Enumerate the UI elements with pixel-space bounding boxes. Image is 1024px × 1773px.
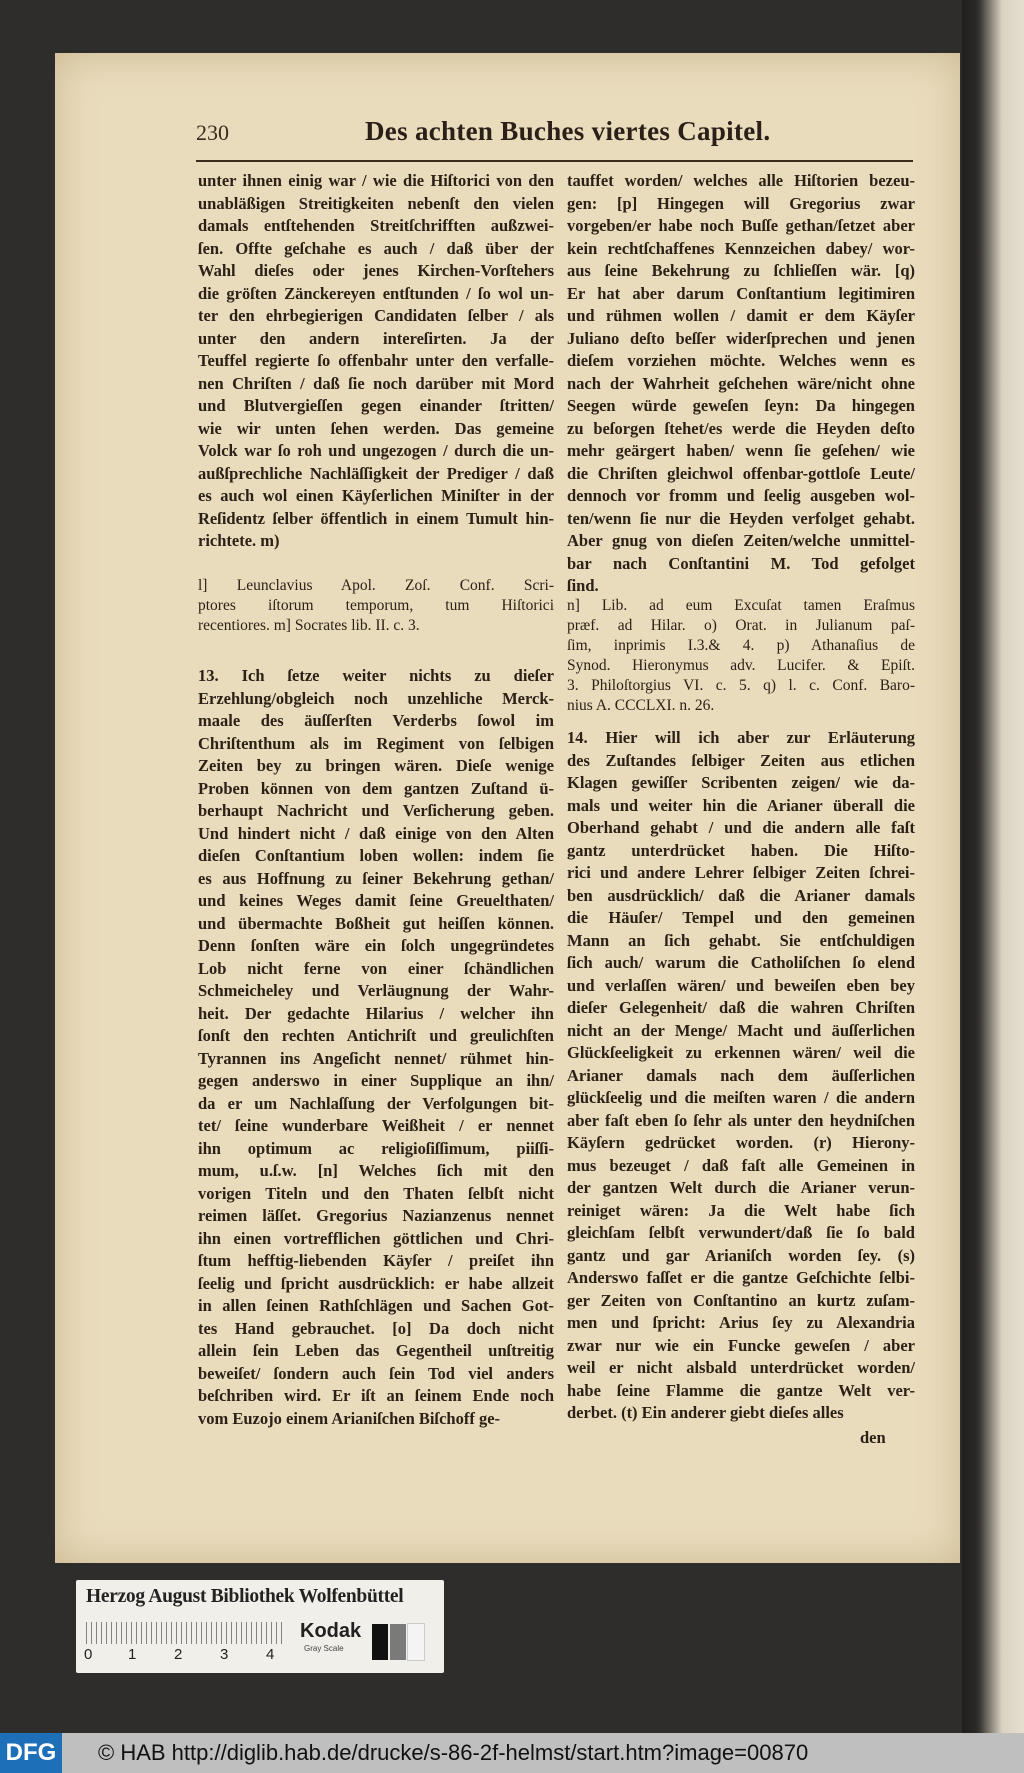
text-line: ben ausdrücklich/ daß die Arianer damals [567,885,915,905]
catchword: den [860,1428,886,1447]
text-line: aber faſt eben ſo ſehr als unter den heydniſchen [567,1110,915,1130]
gray-swatch-black [372,1624,388,1660]
text-line: Aber gnug von dieſen Zeiten/welche unmittel- [567,531,915,550]
text-line: richtete. m) [198,531,280,550]
text-line: gantz und gar Arianiſch worden ſey. (s) [567,1245,915,1265]
text-line: unter den andern intereſirten. Ja der [198,328,554,348]
text-line: nach der Wahrheit geſchehen wäre/nicht ohne [567,373,915,393]
text-line: da er um Nachlaſſung der Verfolgungen bit- [198,1093,554,1113]
gray-swatch-white [408,1624,424,1660]
copyright-link[interactable]: © HAB http://diglib.hab.de/drucke/s-86-2f-helmst/start.htm?image=00870 [98,1740,809,1765]
text-line: allein ſein Leben das Gegentheil unſtreitig [198,1341,554,1360]
text-line: damals entſtehenden Streitſchrifften außzwei- [198,216,554,235]
text-line: 14. Hier will ich aber zur Erläuterung [567,728,915,747]
text-line: gantz unterdrücket haben. Die Hiſto- [567,840,915,860]
text-line: nius A. CCCLXI. n. 26. [567,697,715,714]
text-line: dieſer Gelegenheit/ daß die wahren Chriſten [567,998,915,1017]
text-line: Oberhand gehabt / und die andern alle faſt [567,818,915,837]
right-column-text-2 [567,727,915,1425]
text-line: dieſem vorziehen möchte. Welches wenn es [567,351,915,370]
text-line: gleichſam ſelbſt verwundert/daß ſie ſo bald [567,1223,915,1242]
text-line: dieſen Conſtantium loben wollen: indem ſie [198,846,554,865]
text-line: reiniget wären: Ja die Welt habe ſich [567,1200,915,1220]
text-line: ger Zeiten von Conſtantino an kurtz zuſam- [567,1290,915,1310]
text-line: habe ſeine Flamme die gantze Welt ver- [567,1380,915,1400]
text-line: Erzehlung/obgleich noch unzehliche Merck- [198,688,554,708]
adjacent-page-edge [962,0,1024,1733]
header-rule [196,160,913,162]
text-line: Volck war ſo roh und ungezogen / durch die un- [198,441,554,460]
dfg-logo: DFG [0,1733,62,1773]
text-line: beſchriben wird. Er iſt an ſeinem Ende noch [198,1386,554,1405]
text-line: l] Leunclavius Apol. Zoſ. Conf. Scri- [198,577,554,594]
text-line: Tyrannen ins Angeſicht nennet/ rühmet hin- [198,1048,554,1068]
text-line: derbet. (t) Ein anderer giebt dieſes alles [567,1403,844,1422]
text-line: ihn einen vortrefflichen göttlichen und Chri- [198,1228,554,1248]
text-line: ihn optimum ac religioſiſſimum, piiſſi- [198,1138,554,1158]
text-line: vom Euzojo einem Arianiſchen Biſchoff ge- [198,1408,501,1428]
text-line: reimen läſſet. Gregorius Nazianzenus nennet [198,1206,554,1225]
text-line: mus bezeuget / daß faſt alle Gemeinen in [567,1155,915,1175]
text-line: und rühmen wollen / damit er dem Käyſer [567,306,915,325]
text-line: nen Chriſten / daß ſie noch darüber mit Mord [198,373,554,393]
text-line: heit. Der gedachte Hilarius / welcher ihn [198,1003,554,1023]
library-name: Herzog August Bibliothek Wolfenbüttel [86,1586,404,1607]
text-line: dennoch vor fromm und ſeelig ausgeben wol- [567,486,915,505]
ruler-number: 4 [266,1646,275,1663]
text-line: Juliano deſto beſſer widerſprechen und jenen [567,328,915,348]
text-line: ten/wenn ſie nur die Heyden verfolget gehabt. [567,508,915,528]
page-number: 230 [196,120,229,145]
text-line: mum, u.ſ.w. [n] Welches ſich mit den [198,1161,554,1180]
text-line: unabläßigen Streitigkeiten nebenſt den vielen [198,193,554,213]
text-line: Und hindert nicht / daß einige von den Alten [198,823,554,843]
text-line: præf. ad Hilar. o) Orat. in Julianum paſ- [567,617,915,634]
text-line: Schmeicheley und Verläugnung der Wahr- [198,981,554,1000]
text-line: maale des äuſſerſten Verderbs ſowol im [198,711,554,730]
text-line: glückſeelig und die meiſten waren / die andern [567,1088,915,1107]
left-column-text-1 [198,170,554,553]
text-line: gen: [p] Hingegen will Gregorius zwar [567,193,915,213]
gray-scale-label: Gray Scale [304,1644,344,1653]
ruler-number: 2 [174,1646,183,1663]
text-line: bar nach Conſtantini M. Tod gefolget [567,553,915,573]
text-line: ſind. [567,576,599,595]
text-line: vorgeben/er habe noch Buſſe gethan/ſetzet aber [567,216,915,235]
text-line: Glückſeeligkeit zu erkennen wären/ weil die [567,1043,915,1062]
ruler-number: 1 [128,1646,137,1663]
text-line: Wahl dieſes oder jenes Kirchen-Vorſtehers [198,261,554,280]
text-line: der gantzen Welt durch die Arianer verun- [567,1178,915,1197]
text-line: nicht an der Menge/ Macht und äuſſerlichen [567,1020,915,1040]
text-line: und keines Weges damit ſeine Greuelthaten/ [198,891,554,910]
text-line: Teuffel regierte ſo offenbahr unter den verfalle- [198,351,554,370]
text-line: berhaupt Nachricht und Verſicherung geben. [198,801,554,820]
text-line: die Chriſten gleichwol offenbar-gottloſe Leute/ [567,463,915,483]
text-line: Käyſern gedrücket worden. (r) Hierony- [567,1133,915,1152]
text-line: ſtum hefftig-liebenden Käyſer / preiſet ihn [198,1251,554,1270]
text-line: n] Lib. ad eum Excuſat tamen Eraſmus [567,597,915,614]
text-line: zwar nur wie ein Funcke geweſen / aber [567,1335,915,1355]
right-column-footnotes [567,596,915,716]
kodak-logo: Kodak [300,1620,362,1642]
ruler-ticks [86,1622,286,1644]
text-line: zu beſorgen ſtehet/es werde die Heyden deſto [567,418,915,438]
text-line: außſprechliche Nachläſſigkeit der Prediger / daß [198,463,554,483]
text-line: recentiores. m] Socrates lib. II. c. 3. [198,617,420,634]
text-line: die gröſten Zänckereyen entſtunden / ſo wol un- [198,283,554,303]
text-line: beweiſet/ ſondern auch ſein Tod viel anders [198,1363,554,1383]
left-column-footnotes [198,576,554,636]
text-line: in allen ſeinen Rathſchlägen und Sachen Got- [198,1296,554,1315]
text-line: mals und weiter hin die Arianer überall die [567,795,915,815]
text-line: Er hat aber darum Conſtantium legitimiren [567,283,915,303]
text-line: die Häuſer/ Tempel und den gemeinen [567,908,915,927]
text-line: ſim, inprimis I.3.& 4. p) Athanaſius de [567,637,915,654]
text-line: ptores iſtorum temporum, tum Hiſtorici [198,597,554,614]
text-line: Synod. Hieronymus adv. Lucifer. & Epiſt. [567,657,915,674]
text-line: tauffet worden/ welches alle Hiſtorien bezeu- [567,171,915,190]
text-line: Mann an ſich gehabt. Sie entſchuldigen [567,930,915,950]
text-line: tes Hand gebrauchet. [o] Da doch nicht [198,1318,554,1338]
ruler-number: 3 [220,1646,229,1663]
text-line: Zeiten bey zu bringen wären. Dieſe wenige [198,756,554,775]
text-line: vorigen Titeln und den Thaten ſelbſt nicht [198,1183,554,1203]
text-line: Chriſtenthum als im Regiment von ſelbigen [198,733,554,753]
text-line: es aus Hoffnung zu ſeiner Bekehrung gethan/ [198,868,554,888]
text-line: und Blutvergieſſen gegen einander ſtritten/ [198,396,554,415]
text-line: des Zuſtandes ſelbiger Zeiten aus etlichen [567,750,915,770]
text-line: und übermachte Boßheit gut heiſſen können. [198,913,554,933]
text-line: rici und andere Lehrer ſelbiger Zeiten ſchrei- [567,863,915,882]
text-line: ſich auch/ warum die Catholiſchen ſo elend [567,953,915,972]
text-line: 13. Ich ſetze weiter nichts zu dieſer [198,666,554,685]
text-line: unter ihnen einig war / wie die Hiſtorici von den [198,171,554,190]
text-line: weil er nicht alsbald unterdrücket worden/ [567,1358,915,1377]
text-line: mehr geärgert haben/ wenn ſie geſehen/ wie [567,441,915,460]
text-line: ſen. Offte geſchahe es auch / daß über der [198,238,554,258]
ruler-number: 0 [84,1646,93,1663]
text-line: es auch wol einen Käyſerlichen Miniſter in der [198,486,554,505]
text-line: Lob nicht ferne von einer ſchändlichen [198,958,554,978]
text-line: und verlaſſen wären/ und beweiſen eben bey [567,975,915,995]
right-column-text-1 [567,170,915,598]
text-line: 3. Philoſtorgius VI. c. 5. q) l. c. Conf. Baro- [567,677,915,694]
gray-swatch-mid [390,1624,406,1660]
text-line: ſeelig und ſpricht ausdrücklich: er habe allzeit [198,1273,554,1293]
text-line: Seegen würde geweſen ſeyn: Da hingegen [567,396,915,415]
text-line: ter den ehrbegierigen Candidaten ſelber / als [198,306,554,325]
text-line: Anderswo faſſet er die gantze Geſchichte ſelbi- [567,1268,915,1287]
running-title: Des achten Buches viertes Capitel. [365,116,771,146]
text-line: Arianer damals nach dem äuſſerlichen [567,1065,915,1085]
text-line: ſonſt den rechten Antichriſt und greulichſten [198,1026,554,1045]
text-line: wie wir unten ſehen werden. Das gemeine [198,418,554,438]
text-line: Denn ſonſten wäre ein ſolch ungegründetes [198,936,554,955]
text-line: kein rechtſchaffenes Kennzeichen dabey/ wor- [567,238,915,258]
text-line: gegen anderswo in einer Supplique an ihn/ [198,1071,554,1090]
left-column-text-2 [198,665,554,1430]
text-line: Reſidentz ſelber öffentlich in einem Tumult hin- [198,508,554,528]
text-line: tet/ ſeine wunderbare Weißheit / er nennet [198,1116,554,1135]
text-line: Klagen gewiſſer Scribenten zeigen/ wie da- [567,773,915,792]
text-line: Proben können von dem gantzen Zuſtand ü- [198,778,554,798]
text-line: aus ſeine Bekehrung zu ſchlieſſen wär. [q) [567,261,915,280]
scale-card [76,1580,444,1673]
footer-bar [0,1733,1024,1773]
text-line: men und ſpricht: Arius ſey zu Alexandria [567,1313,915,1332]
